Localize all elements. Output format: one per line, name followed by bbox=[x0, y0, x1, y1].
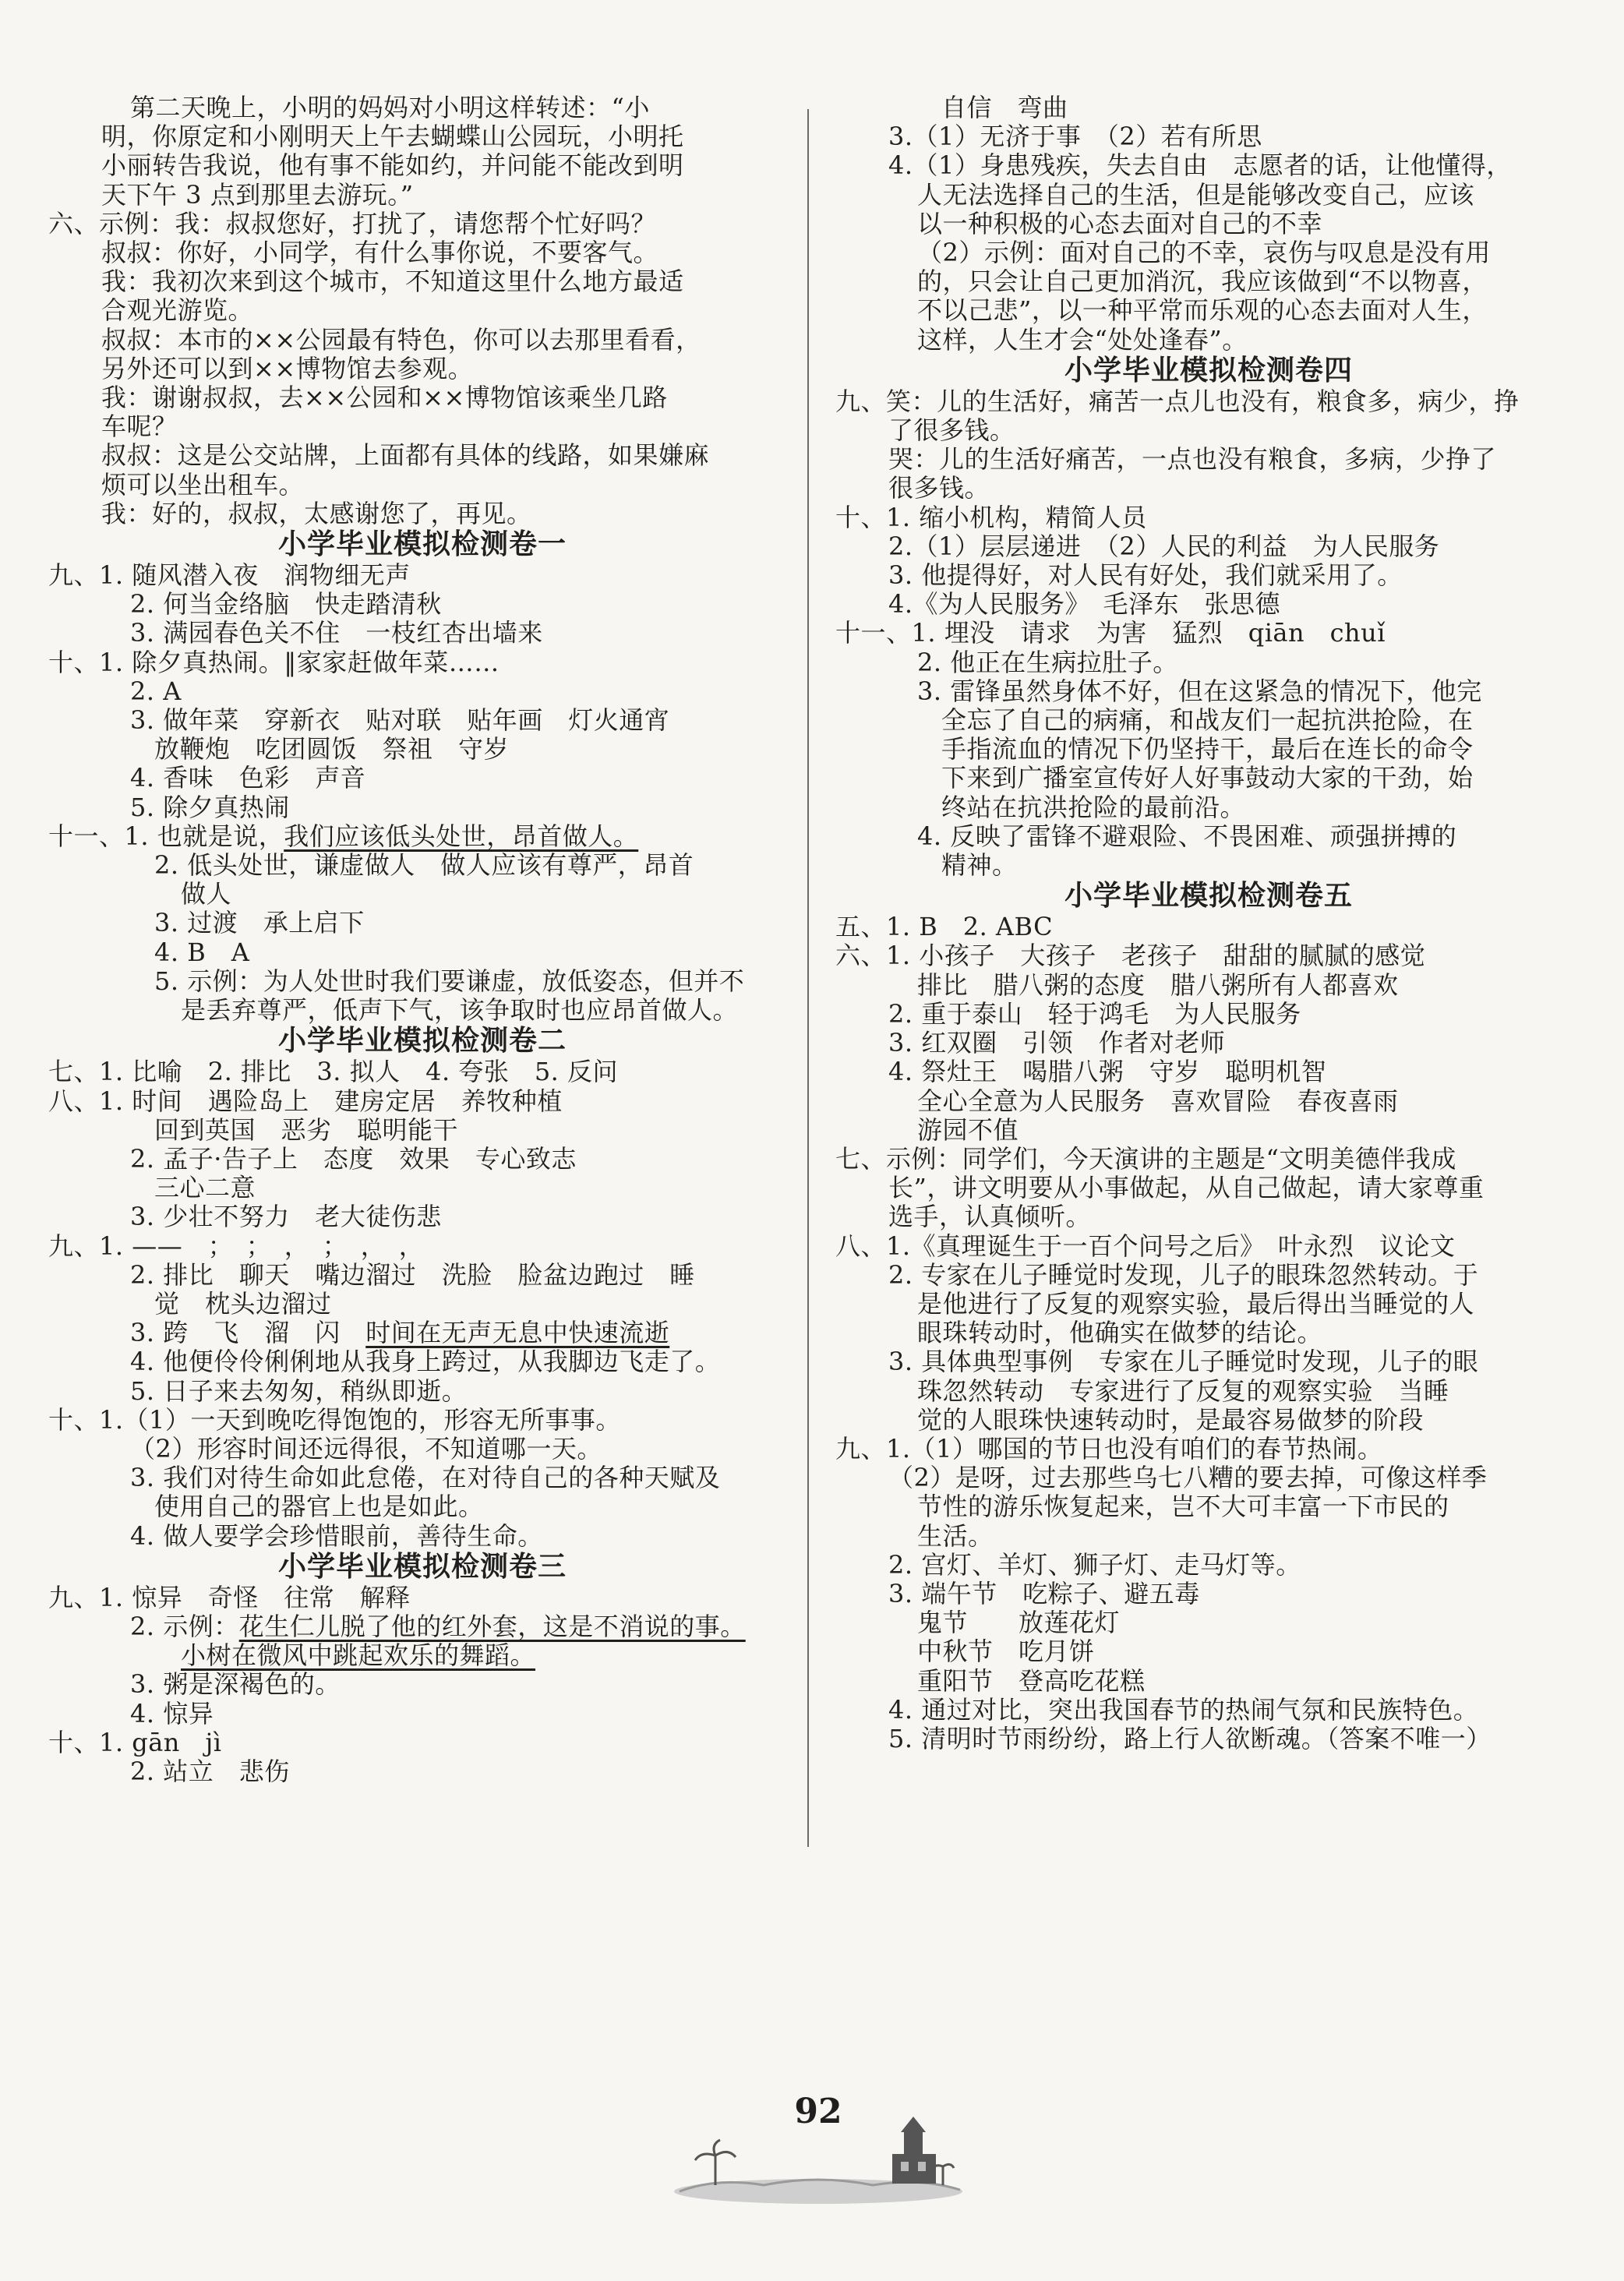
answer-text: 做人 bbox=[181, 879, 232, 909]
answer-line bbox=[48, 1058, 796, 1086]
section-heading: 小学毕业模拟检测卷三 bbox=[277, 1550, 567, 1583]
answer-line bbox=[835, 1145, 1582, 1174]
answer-text: 4. 反映了雷锋不避艰险、不畏困难、顽强拼搏的 bbox=[917, 821, 1457, 851]
answer-line bbox=[835, 387, 1582, 416]
answer-text: 使用自己的器官上也是如此。 bbox=[154, 1492, 484, 1522]
answer-line bbox=[835, 1667, 1582, 1696]
answer-text: 觉的人眼珠快速转动时，是最容易做梦的阶段 bbox=[917, 1404, 1425, 1435]
answer-line bbox=[835, 1058, 1582, 1086]
answer-text: 生活。 bbox=[917, 1520, 994, 1551]
answer-line bbox=[48, 151, 796, 180]
answer-text: 这样，人生才会“处处逢春”。 bbox=[917, 324, 1248, 355]
answer-text: 是他进行了反复的观察实验，最后得出当睡觉的人 bbox=[917, 1288, 1475, 1319]
answer-text: 小树在微风中跳起欢乐的舞蹈。 bbox=[181, 1640, 536, 1671]
answer-text: 重阳节 登高吃花糕 bbox=[917, 1665, 1146, 1696]
answer-text: 眼珠转动时，他确实在做梦的结论。 bbox=[917, 1318, 1323, 1348]
answer-line bbox=[835, 590, 1582, 619]
answer-text: 全心全意为人民服务 喜欢冒险 春夜喜雨 bbox=[917, 1086, 1399, 1116]
answer-line bbox=[48, 561, 796, 590]
answer-line bbox=[835, 296, 1582, 325]
answer-text: 八、1.《真理诞生于一百个问号之后》 叶永烈 议论文 bbox=[835, 1231, 1456, 1261]
answer-line bbox=[835, 822, 1582, 851]
answer-line bbox=[48, 181, 796, 210]
answer-line bbox=[48, 296, 796, 325]
answer-text: 回到英国 恶劣 聪明能干 bbox=[154, 1114, 459, 1145]
answer-line bbox=[48, 238, 796, 267]
answer-text: 十、1. 除夕真热闹。‖家家赶做年菜…… bbox=[48, 647, 500, 677]
answer-text: 5. 清明时节雨纷纷，路上行人欲断魂。（答案不唯一） bbox=[888, 1723, 1492, 1753]
section-heading: 小学毕业模拟检测卷四 bbox=[1064, 354, 1353, 387]
answer-text: 九、1. 随风潜入夜 润物细无声 bbox=[48, 560, 411, 591]
answer-text: 4. 香味 色彩 声音 bbox=[130, 763, 366, 793]
answer-line bbox=[835, 1174, 1582, 1202]
answer-text: 小丽转告我说，他有事不能如约，并问能不能改到明 bbox=[101, 150, 684, 181]
answer-line bbox=[835, 474, 1582, 503]
answer-text: 是丢弃尊严，低声下气，该争取时也应昂首做人。 bbox=[181, 995, 739, 1026]
answer-text: 七、1. 比喻 2. 排比 3. 拟人 4. 夸张 5. 反问 bbox=[48, 1057, 619, 1087]
answer-text: 排比 腊八粥的态度 腊八粥所有人都喜欢 bbox=[917, 969, 1399, 1000]
answer-line bbox=[48, 1700, 796, 1728]
answer-text: 车呢？ bbox=[101, 411, 178, 442]
answer-text: 放鞭炮 吃团圆饭 祭祖 守岁 bbox=[154, 734, 510, 764]
answer-line bbox=[48, 735, 796, 764]
answer-text: 3. 红双圈 引领 作者对老师 bbox=[888, 1028, 1226, 1058]
answer-line bbox=[835, 648, 1582, 677]
answer-line bbox=[48, 822, 796, 851]
answer-line bbox=[48, 122, 796, 151]
column-divider bbox=[807, 109, 809, 1847]
answer-line bbox=[835, 445, 1582, 474]
answer-text: 2. A bbox=[130, 676, 182, 706]
answer-text: （2）是呀，过去那些乌七八糟的要去掉，可像这样季 bbox=[888, 1463, 1488, 1493]
answer-line bbox=[48, 1377, 796, 1406]
answer-text: 精神。 bbox=[941, 850, 1018, 881]
answer-line bbox=[48, 1641, 796, 1670]
answer-line bbox=[48, 619, 796, 648]
answer-text: 2. 宫灯、羊灯、狮子灯、走马灯等。 bbox=[888, 1549, 1301, 1580]
answer-text: 3. 具体典型事例 专家在儿子睡觉时发现，儿子的眼 bbox=[888, 1347, 1479, 1377]
section-heading: 小学毕业模拟检测卷一 bbox=[277, 528, 567, 561]
answer-line bbox=[835, 561, 1582, 590]
answer-line bbox=[835, 1522, 1582, 1551]
answer-line bbox=[835, 1261, 1582, 1290]
answer-line bbox=[835, 913, 1582, 941]
answer-line bbox=[48, 355, 796, 383]
answer-line bbox=[48, 1492, 796, 1521]
answer-line bbox=[835, 326, 1582, 355]
answer-text: 3.（1）无济于事 （2）若有所思 bbox=[888, 122, 1262, 152]
answer-text: 我：好的，叔叔，太感谢您了，再见。 bbox=[101, 498, 532, 528]
answer-text: 下来到广播室宣传好人好事鼓动大家的干劲，始 bbox=[941, 763, 1474, 793]
answer-text: 十、1. gān jì bbox=[48, 1727, 222, 1757]
answer-line bbox=[835, 151, 1582, 180]
answer-text: 节性的游乐恢复起来，岂不大可丰富一下市民的 bbox=[917, 1492, 1449, 1522]
answer-text: 合观光游览。 bbox=[101, 295, 254, 326]
answer-line bbox=[835, 532, 1582, 561]
answer-line bbox=[835, 1347, 1582, 1376]
answer-line bbox=[835, 1580, 1582, 1608]
answer-line bbox=[835, 1029, 1582, 1058]
answer-text: 第二天晚上，小明的妈妈对小明这样转述：“小 bbox=[130, 93, 650, 122]
answer-line bbox=[835, 503, 1582, 532]
answer-text: 3. 少壮不努力 老大徒伤悲 bbox=[130, 1202, 442, 1232]
answer-text: 十一、1. 也就是说， bbox=[48, 821, 284, 851]
answer-text: 七、示例：同学们，今天演讲的主题是“文明美德伴我成 bbox=[835, 1143, 1456, 1174]
answer-line bbox=[48, 383, 796, 412]
answer-text: 3. 他提得好，对人民有好处，我们就采用了。 bbox=[888, 560, 1403, 591]
answer-line bbox=[48, 1464, 796, 1492]
answer-text: 不以己悲”，以一种平常而乐观的心态去面对人生， bbox=[917, 295, 1488, 326]
answer-line bbox=[835, 210, 1582, 238]
answer-line bbox=[48, 1584, 796, 1612]
answer-text: 2. 低头处世，谦虚做人 做人应该有尊严，昂首 bbox=[154, 850, 694, 881]
answer-text: 3. 我们对待生命如此怠倦，在对待自己的各种天赋及 bbox=[130, 1463, 721, 1493]
answer-line bbox=[835, 1435, 1582, 1464]
answer-line bbox=[48, 1670, 796, 1699]
answer-line bbox=[835, 1406, 1582, 1435]
answer-text: 3. 粥是深褐色的。 bbox=[130, 1669, 341, 1700]
answer-line bbox=[48, 706, 796, 735]
underlined-answer: 我们应该低头处世，昂首做人。 bbox=[284, 821, 639, 851]
answer-text: 4. B A bbox=[154, 937, 250, 967]
answer-text: 很多钱。 bbox=[888, 473, 990, 503]
answer-line bbox=[835, 764, 1582, 793]
answer-line bbox=[48, 1406, 796, 1435]
answer-line bbox=[48, 500, 796, 528]
answer-text: 2. 专家在儿子睡觉时发现，儿子的眼珠忽然转动。于 bbox=[888, 1259, 1479, 1290]
answer-text: 2.（1）层层递进 （2）人民的利益 为人民服务 bbox=[888, 531, 1440, 561]
underlined-answer: 时间在无声无息中快速流逝 bbox=[365, 1318, 670, 1348]
answer-line bbox=[48, 412, 796, 441]
answer-text: 3. 端午节 吃粽子、避五毒 bbox=[888, 1578, 1200, 1608]
answer-line bbox=[48, 1116, 796, 1145]
answer-line bbox=[48, 94, 796, 122]
answer-text: 3. 跨 飞 溜 闪 bbox=[130, 1318, 366, 1348]
answer-line bbox=[835, 677, 1582, 706]
answer-text: 明，你原定和小刚明天上午去蝴蝶山公园玩，小明托 bbox=[101, 122, 684, 152]
answer-text: 2. 站立 悲伤 bbox=[130, 1756, 290, 1786]
answer-text: 九、笑：儿的生活好，痛苦一点儿也没有，粮食多，病少，挣 bbox=[835, 386, 1520, 416]
answer-line bbox=[835, 122, 1582, 151]
answer-line bbox=[835, 416, 1582, 445]
answer-line bbox=[48, 326, 796, 355]
answer-text: 4. 做人要学会珍惜眼前，善待生命。 bbox=[130, 1520, 543, 1551]
page-number: 92 bbox=[794, 2092, 842, 2131]
answer-text: 的，只会让自己更加消沉，我应该做到“不以物喜， bbox=[917, 267, 1488, 297]
answer-line bbox=[835, 1232, 1582, 1261]
answer-text: 手指流血的情况下仍坚持干，最后在连长的命令 bbox=[941, 734, 1474, 764]
answer-line bbox=[48, 441, 796, 470]
answer-line bbox=[835, 1492, 1582, 1521]
answer-text: 4. 惊异 bbox=[130, 1698, 214, 1728]
answer-line bbox=[48, 1522, 796, 1551]
answer-line bbox=[48, 1145, 796, 1174]
answer-line bbox=[48, 677, 796, 706]
answer-text: 3. 雷锋虽然身体不好，但在这紧急的情况下，他完 bbox=[917, 676, 1482, 706]
answer-line bbox=[48, 1435, 796, 1464]
answer-line bbox=[48, 267, 796, 296]
answer-line bbox=[48, 1728, 796, 1757]
answer-text: 六、1. 小孩子 大孩子 老孩子 甜甜的腻腻的感觉 bbox=[835, 941, 1426, 971]
answer-line bbox=[48, 938, 796, 967]
answer-text: 3. 过渡 承上启下 bbox=[154, 908, 365, 938]
answer-line bbox=[48, 590, 796, 619]
answer-text: 2. 孟子·告子上 态度 效果 专心致志 bbox=[130, 1143, 577, 1174]
answer-line bbox=[48, 880, 796, 909]
answer-text: 4.（1）身患残疾，失去自由 志愿者的话，让他懂得， bbox=[888, 150, 1512, 181]
answer-line bbox=[835, 1551, 1582, 1580]
answer-line bbox=[835, 1608, 1582, 1637]
answer-text: 2. 何当金络脑 快走踏清秋 bbox=[130, 589, 442, 620]
answer-line bbox=[835, 1725, 1582, 1753]
answer-line bbox=[835, 1000, 1582, 1029]
answer-line bbox=[48, 909, 796, 937]
answer-line bbox=[835, 851, 1582, 880]
answer-line bbox=[48, 967, 796, 996]
answer-text: 以一种积极的心态去面对自己的不幸 bbox=[917, 208, 1323, 238]
answer-text: 天下午 3 点到那里去游玩。” bbox=[101, 179, 414, 210]
answer-line bbox=[48, 1347, 796, 1376]
right-column bbox=[835, 94, 1582, 1753]
answer-line bbox=[835, 1464, 1582, 1492]
answer-text: 六、示例：我：叔叔您好，打扰了，请您帮个忙好吗？ bbox=[48, 208, 657, 238]
answer-text: 鬼节 放莲花灯 bbox=[917, 1608, 1121, 1638]
answer-line bbox=[48, 210, 796, 238]
answer-text: 终站在抗洪抢险的最前沿。 bbox=[941, 792, 1246, 822]
answer-text: 十、1.（1）一天到晚吃得饱饱的，形容无所事事。 bbox=[48, 1404, 621, 1435]
answer-line bbox=[48, 793, 796, 822]
answer-text: 了很多钱。 bbox=[888, 415, 1015, 446]
answer-line bbox=[48, 1232, 796, 1261]
answer-line bbox=[835, 1637, 1582, 1666]
answer-line bbox=[835, 1087, 1582, 1116]
answer-line bbox=[835, 735, 1582, 764]
answer-line bbox=[835, 793, 1582, 822]
answer-text: 十一、1. 埋没 请求 为害 猛烈 qiān chuǐ bbox=[835, 618, 1386, 648]
answer-text: 十、1. 缩小机构，精简人员 bbox=[835, 502, 1147, 532]
answer-line bbox=[48, 648, 796, 677]
answer-text: 珠忽然转动 专家进行了反复的观察实验 当睡 bbox=[917, 1375, 1449, 1406]
section-heading: 小学毕业模拟检测卷二 bbox=[277, 1025, 567, 1058]
answer-text: 叔叔：这是公交站牌，上面都有具体的线路，如果嫌麻 bbox=[101, 440, 710, 471]
answer-line bbox=[48, 1319, 796, 1347]
answer-line bbox=[48, 1174, 796, 1202]
answer-line bbox=[835, 1696, 1582, 1725]
left-column bbox=[48, 94, 796, 1786]
answer-text: 三心二意 bbox=[154, 1173, 256, 1203]
answer-text: 九、1. 惊异 奇怪 往常 解释 bbox=[48, 1582, 411, 1612]
answer-text: 自信 弯曲 bbox=[941, 93, 1068, 122]
page-footer bbox=[670, 2089, 966, 2213]
answer-line bbox=[48, 764, 796, 793]
answer-line bbox=[48, 996, 796, 1025]
answer-text: 叔叔：你好，小同学，有什么事你说，不要客气。 bbox=[101, 238, 659, 268]
answer-text: 选手，认真倾听。 bbox=[888, 1202, 1092, 1232]
answer-text: 我：我初次来到这个城市，不知道这里什么地方最适 bbox=[101, 267, 684, 297]
answer-text: 八、1. 时间 遇险岛上 建房定居 养牧种植 bbox=[48, 1086, 563, 1116]
answer-text: 另外还可以到××博物馆去参观。 bbox=[101, 353, 474, 383]
answer-line bbox=[835, 1377, 1582, 1406]
answer-text: 5. 除夕真热闹 bbox=[130, 792, 290, 822]
answer-line bbox=[48, 851, 796, 880]
answer-line bbox=[835, 619, 1582, 648]
answer-text: 2. 排比 聊天 嘴边溜过 洗脸 脸盆边跑过 睡 bbox=[130, 1259, 695, 1290]
answer-text: 五、1. B 2. ABC bbox=[835, 912, 1054, 942]
answer-line bbox=[835, 1290, 1582, 1319]
answer-line bbox=[835, 941, 1582, 970]
answer-text: 3. 满园春色关不住 一枝红杏出墙来 bbox=[130, 618, 543, 648]
answer-text: 人无法选择自己的生活，但是能够改变自己，应该 bbox=[917, 179, 1475, 210]
answer-text: 九、1. —— ； ； ， ； ， ， bbox=[48, 1231, 425, 1261]
answer-line bbox=[835, 94, 1582, 122]
answer-text: 哭：儿的生活好痛苦，一点也没有粮食，多病，少挣了 bbox=[888, 444, 1497, 475]
answer-text: 4. 通过对比，突出我国春节的热闹气氛和民族特色。 bbox=[888, 1694, 1479, 1725]
answer-line bbox=[835, 1202, 1582, 1231]
answer-line bbox=[835, 706, 1582, 735]
answer-text: 4.《为人民服务》 毛泽东 张思德 bbox=[888, 589, 1281, 620]
answer-text: 4. 他便伶伶俐俐地从我身上跨过，从我脚边飞走了。 bbox=[130, 1347, 721, 1377]
answer-text: 长”，讲文明要从小事做起，从自己做起，请大家尊重 bbox=[888, 1173, 1485, 1203]
answer-text: 5. 示例：为人处世时我们要谦虚，放低姿态，但并不 bbox=[154, 966, 745, 996]
answer-text: （2）形容时间还远得很，不知道哪一天。 bbox=[130, 1433, 602, 1464]
answer-line bbox=[835, 971, 1582, 1000]
answer-line bbox=[835, 1116, 1582, 1145]
answer-text: 2. 重于泰山 轻于鸿毛 为人民服务 bbox=[888, 998, 1301, 1029]
answer-text: 烦可以坐出租车。 bbox=[101, 469, 305, 500]
section-heading: 小学毕业模拟检测卷五 bbox=[1064, 880, 1353, 913]
answer-text: 3. 做年菜 穿新衣 贴对联 贴年画 灯火通宵 bbox=[130, 705, 670, 736]
answer-line bbox=[48, 1290, 796, 1319]
answer-line bbox=[835, 267, 1582, 296]
answer-line bbox=[835, 1319, 1582, 1347]
answer-text: 2. 示例： bbox=[130, 1611, 239, 1641]
underlined-answer: 花生仁儿脱了他的红外套，这是不消说的事。 bbox=[238, 1611, 746, 1641]
answer-line bbox=[48, 1202, 796, 1231]
answer-text: 游园不值 bbox=[917, 1114, 1019, 1145]
answer-text: 2. 他正在生病拉肚子。 bbox=[917, 647, 1178, 677]
answer-line bbox=[835, 238, 1582, 267]
answer-text: 全忘了自己的病痛，和战友们一起抗洪抢险，在 bbox=[941, 705, 1474, 736]
answer-text: 5. 日子来去匆匆，稍纵即逝。 bbox=[130, 1375, 468, 1406]
answer-line bbox=[48, 471, 796, 500]
answer-text: 觉 枕头边溜过 bbox=[154, 1288, 332, 1319]
answer-text: 4. 祭灶王 喝腊八粥 守岁 聪明机智 bbox=[888, 1057, 1327, 1087]
answer-text: （2）示例：面对自己的不幸，哀伤与叹息是没有用 bbox=[917, 238, 1491, 268]
answer-text: 中秋节 吃月饼 bbox=[917, 1637, 1095, 1667]
answer-text: 叔叔：本市的××公园最有特色，你可以去那里看看， bbox=[101, 324, 701, 355]
answer-line bbox=[48, 1612, 796, 1641]
answer-text: 我：谢谢叔叔，去××公园和××博物馆该乘坐几路 bbox=[101, 383, 668, 413]
answer-line bbox=[48, 1087, 796, 1116]
answer-line bbox=[835, 181, 1582, 210]
answer-line bbox=[48, 1261, 796, 1290]
answer-text: 九、1.（1）哪国的节日也没有咱们的春节热闹。 bbox=[835, 1433, 1383, 1464]
answer-line bbox=[48, 1757, 796, 1786]
